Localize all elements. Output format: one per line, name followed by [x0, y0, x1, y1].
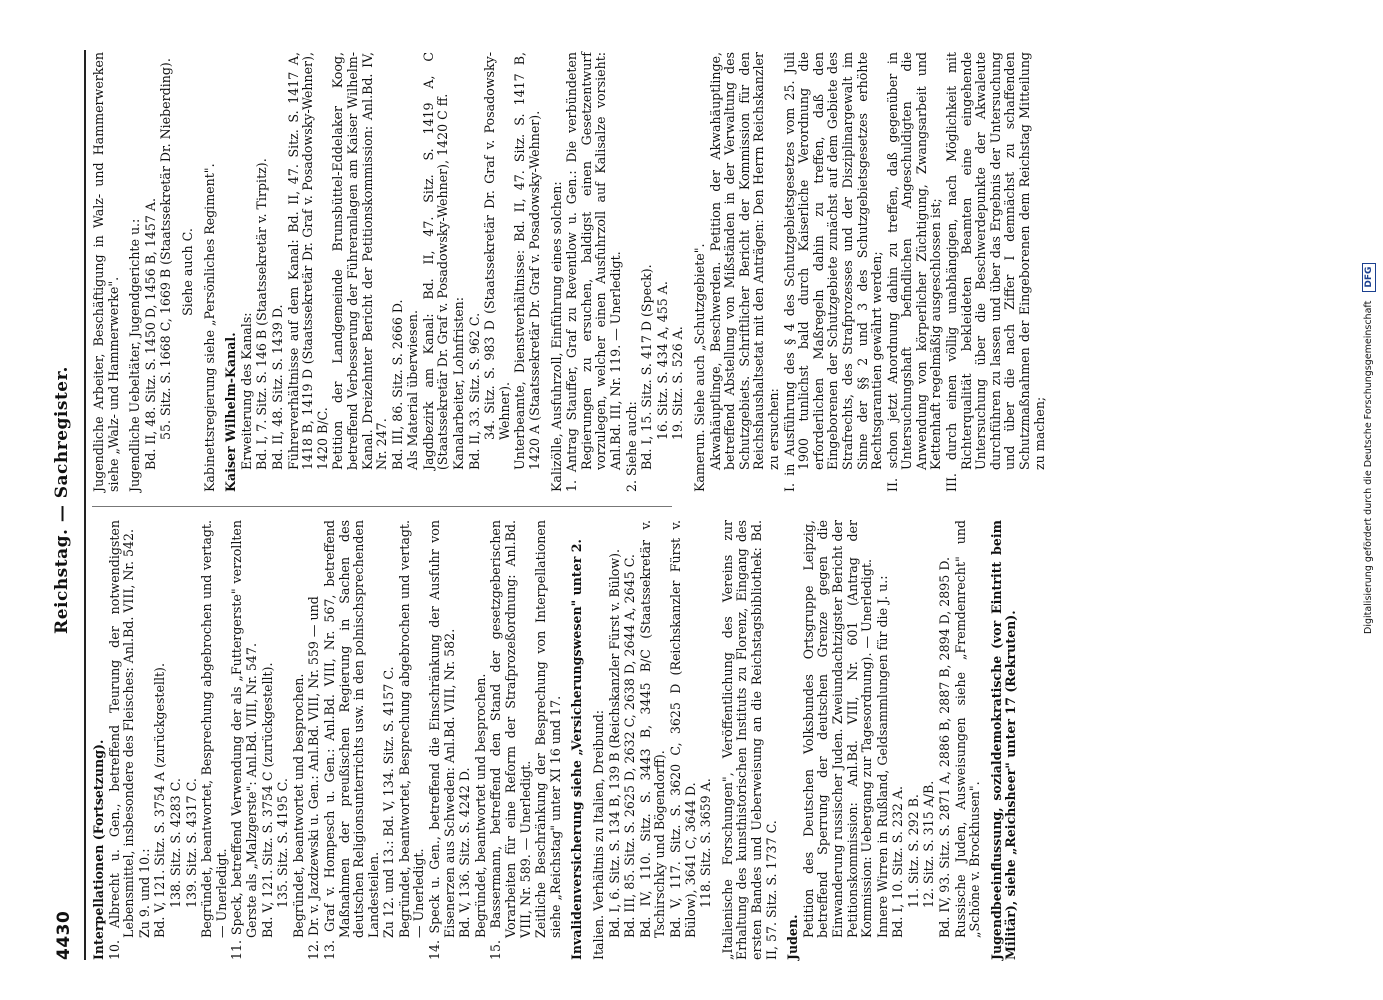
index-entry: Erweiterung des Kanals: [238, 312, 254, 470]
page-header [52, 40, 82, 960]
index-entry: II. schon jetzt Anordnung dahin zu treffen, daß gegenüber in Untersuchungshaft befindlichen Angeschuldigten die Anwendung von körperlicher Züchtigung, Zwangsarbeit und Kettenhaft regelmäßig ausgeschlossen ist; [884, 52, 944, 492]
index-entry: Akwahäuptlinge, Beschwerden. Petition der Akwahäuptlinge, betreffend Abstellung von Mißständen in der Verwaltung des Schutzgebiets. Schriftlicher Bericht der Kommission für den Reichshaushaltsetat mit den Anträgen: Den Herrn Reichskanzler zu ersuchen: [707, 52, 781, 470]
index-entry: 1. Antrag Stauffer, Graf zu Reventlow u. Gen.: Die verbündeten Regierungen zu ersuchen, baldigst einen Gesetzentwurf vorzulegen, welcher einen Ausfuhrzoll auf Kalisalze vorsieht: Anl.Bd. III, Nr. 119. — Unerledigt. [564, 52, 623, 492]
index-entry: Petition des Deutschen Volksbundes Ortsgruppe Leipzig, betreffend Sperrung der deutschen Grenze gegen die Einwanderung russischer Juden. Zweiundachtzigster Bericht der Petitionskommission: Anl.Bd. VIII, Nr. 601 (Antrag der Kommission: Uebergang zur Tagesordnung). — Unerledigt. [800, 520, 875, 938]
index-entry: 11. Speck, betreffend Verwendung der als „Futtergerste" verzollten Gerste als „Malzgerste": Anl.Bd. VIII, Nr. 547. [229, 520, 259, 960]
index-entry: Russische Juden, Ausweisungen siehe „Fremdenrecht" und „Schöne v. Brockhusen". [952, 520, 983, 938]
index-entry: Juden. [785, 914, 801, 960]
index-entry: III. durch einen völlig unabhängigen, nach Möglichkeit mit Richterqualität bekleideten Beamten eine eingehende Untersuchung über die Beschwerdepunkte der Akwaleute durchführen zu lassen und über das Ergebnis der Untersuchung und über die nach Ziffer I demnächst zu schaffenden Schutzmaßnahmen der Eingeborenen dem Reichstag Mitteilung zu machen; [944, 52, 1047, 492]
index-entry: Petition der Landgemeinde Brunsbüttel-Eddelaker Koog, betreffend Verbesserung der Führeranlagen am Kaiser Wilhelm-Kanal. Dreizehnter Bericht der Petitionskommission: Anl.Bd. IV, Nr. 247. [330, 52, 390, 470]
index-entry: I. in Ausführung des § 4 des Schutzgebietsgesetzes vom 25. Juli 1900 tunlichst bald durch Kaiserliche Verordnung die erforderlichen Maßregeln dahin zu treffen, daß den Eingeborenen der Schutzgebiete zunächst auf dem Gebiete des Strafrechts, des Strafprozesses und der Disziplinargewalt im Sinne der §§ 2 und 3 des Schutzgebietsgesetzes erhöhte Rechtsgarantien gewährt werden; [781, 52, 885, 492]
index-entry: Begründet, beantwortet und besprochen. [472, 673, 488, 938]
running-title: Reichstag. — Sachregister. [52, 366, 72, 634]
index-entry: Als Material überwiesen. [405, 309, 421, 470]
index-entry: Italien. Verhältnis zu Italien, Dreibund: [591, 710, 606, 960]
index-entry: „Italienische Forschungen", Veröffentlichung des Vereins zur Erhaltung des kunsthistorischen Instituts zu Florenz, Eingang des ersten Bandes und Ueberweisung an die Reichstagsbibliothek: Bd. II, 57. Sitz. S. 1737 C. [719, 520, 779, 960]
index-entry: 138. Sitz. S. 4283 C. [167, 778, 183, 908]
index-entry: 55. Sitz. S. 1668 C, 1669 B (Staatssekretär Dr. Nieberding). [158, 58, 174, 440]
index-entry: Siehe auch C. [179, 228, 195, 316]
index-entry: Zu 9. und 10.: [136, 848, 152, 938]
spacer [544, 52, 549, 492]
index-entry: Bd. II, 48. Sitz. S. 1439 D. [269, 304, 285, 470]
index-entry: Innere Wirren in Rußland, Geldsammlungen für die J. u.: [874, 575, 890, 938]
index-entry: Kanalarbeiter, Lohnfristen: [451, 297, 467, 470]
index-entry: Begründet, beantwortet, Besprechung abgebrochen und vertagt. — Unerledigt. [199, 520, 229, 938]
index-entry: 11. Sitz. S. 292 B. [905, 794, 921, 908]
index-entry: Bd. III, 86. Sitz. S. 2666 D. [389, 299, 405, 470]
index-entry: Bd. I, 10. Sitz. S. 232 A. [890, 785, 906, 938]
index-entry: Bd. III, 85. Sitz. S. 2625 D, 2632 C, 2638 D, 2644 A, 2645 C. [622, 554, 638, 938]
index-entry: Bd. V, 121. Sitz. S. 3754 C (zurückgestellt). [259, 662, 275, 938]
page-number: 4430 [54, 910, 74, 960]
index-entry: 2. Siehe auch: [623, 401, 639, 492]
index-entry: Jugendliche Uebeltäter, Jugendgerichte u.: [127, 218, 143, 492]
index-entry: Zu 12. und 13.: Bd. V, 134. Sitz. S. 4157 C. [381, 666, 397, 938]
index-entry: 139. Sitz. S. 4317 C. [183, 778, 199, 908]
index-entry: 16. Sitz. S. 434 A, 455 A. [654, 281, 670, 440]
index-entry: 19. Sitz. S. 526 A. [670, 326, 686, 440]
index-entry: Bd. V, 121. Sitz. S. 3754 A (zurückgestellt). [152, 663, 168, 938]
right-column [91, 52, 1047, 492]
spacer [715, 520, 720, 960]
index-entry: 12. Sitz. S. 315 A/B. [921, 780, 937, 908]
index-entry: Begründet, beantwortet, Besprechung abgebrochen und vertagt. — Unerledigt. [396, 520, 427, 938]
index-entry: 13. Graf v. Hompesch u. Gen.: Anl.Bd. VIII, Nr. 567, betreffend Maßnahmen der preußischen Regierung in Sachen des deutschen Religionsunterrichts usw. in den polnischsprechenden Landesteilen. [321, 520, 381, 960]
index-entry: 12. Dr. v. Jazdzewski u. Gen.: Anl.Bd. VIII, Nr. 559 — und [306, 596, 322, 960]
index-entry: Bd. II, 33. Sitz. S. 962 C. [466, 312, 482, 470]
index-entry: Jugendliche Arbeiter, Beschäftigung in Walz- und Hammerwerken siehe „Walz- und Hammerwerke". [91, 52, 121, 492]
index-entry: 34. Sitz. S. 983 D (Staatssekretär Dr. Graf v. Posadowsky-Wehner). [482, 52, 512, 440]
left-column [91, 520, 1019, 960]
index-entry: Invalidenversicherung siehe „Versicherungswesen" unter 2. [569, 539, 585, 960]
index-entry: 135. Sitz. S. 4195 C. [275, 778, 291, 908]
index-entry: Kaiser Wilhelm-Kanal. [223, 332, 239, 492]
index-entry: 14. Speck u. Gen., betreffend die Einschränkung der Ausfuhr von Eisenerzen aus Schweden: Anl.Bd. VIII, Nr. 582. [427, 520, 457, 960]
column-divider [92, 506, 672, 507]
index-entry: Bd. II, 48. Sitz. S. 1450 D, 1456 B, 1457 A. [142, 197, 158, 470]
index-entry: Bd. V, 117. Sitz. S. 3620 C, 3625 D (Reichskanzler Fürst v. Bülow), 3641 C, 3644 D. [667, 520, 698, 938]
index-entry: Bd. I, 15. Sitz. S. 417 D (Speck). [639, 264, 655, 470]
index-entry: Bd. I, 7. Sitz. S. 146 B (Staatssekretär v. Tirpitz). [254, 158, 270, 470]
spacer [197, 52, 202, 492]
index-entry: Kamerun. Siehe auch „Schutzgebiete". [691, 243, 707, 492]
index-entry: Bd. V, 136. Sitz. S. 4242 D. [457, 767, 473, 938]
index-entry: Interpellationen (Fortsetzung). [91, 739, 106, 960]
index-entry: 118. Sitz. S. 3659 A. [698, 778, 714, 908]
index-entry: Kalizölle, Ausfuhrzoll, Einführung eines solchen: [548, 181, 564, 492]
spacer [780, 520, 785, 960]
index-entry: Jugendbeeinflussung, sozialdemokratische (vor Eintritt beim Militär), siehe „Reichsheer" unter 17 (Rekruten). [988, 520, 1019, 960]
index-entry: Bd. I, 6. Sitz. S. 134 B, 139 B (Reichskanzler Fürst v. Bülow). [606, 548, 622, 938]
index-entry: 15. Bassermann, betreffend den Stand der gesetzgeberischen Vorarbeiten für eine Reform der Strafprozeßordnung: Anl.Bd. VIII, Nr. 589. — Unerledigt. [488, 520, 533, 960]
index-entry: Führerverhältnisse auf dem Kanal: Bd. II, 47. Sitz. S. 1417 A, 1418 B, 1419 D (Staatssekretär Dr. Graf v. Posadowsky-Wehner), 1420 B/C. [285, 52, 330, 470]
index-entry: Begründet, beantwortet und besprochen. [290, 673, 306, 938]
index-entry: 10. Albrecht u. Gen., betreffend Teurung der notwendigsten Lebensmittel, insbesondere des Fleisches: Anl.Bd. VIII, Nr. 542. [106, 520, 137, 960]
index-entry: Unterbeamte, Dienstverhältnisse: Bd. II, 47. Sitz. S. 1417 B, 1420 A (Staatssekretär Dr. Graf v. Posadowsky-Wehner). [512, 52, 543, 470]
index-entry: Zeitliche Beschränkung der Besprechung von Interpellationen siehe „Reichstag" unter XI 16 und 17. [533, 520, 563, 938]
index-entry: Bd. IV, 110. Sitz. S. 3443 B, 3445 B/C (Staatssekretär v. Tschirschky und Bögendorff). [637, 520, 668, 938]
index-entry: Bd. IV, 93. Sitz. S. 2871 A, 2886 B, 2887 B, 2894 D, 2895 D. [937, 557, 953, 938]
funding-note [1359, 14, 1379, 634]
index-entry: Jagdbezirk am Kanal: Bd. II, 47. Sitz. S. 1419 A, C (Staatssekretär Dr. Graf v. Posadowsky-Wehner), 1420 C ff. [420, 52, 451, 470]
funding-note-text: Digitalisierung gefördert durch die Deutsche Forschungsgemeinschaft [1363, 300, 1374, 634]
dfg-logo: DFG [1362, 263, 1376, 292]
index-entry: Kabinettsregierung siehe „Persönliches Regiment". [201, 163, 217, 492]
header-rule [84, 50, 86, 960]
